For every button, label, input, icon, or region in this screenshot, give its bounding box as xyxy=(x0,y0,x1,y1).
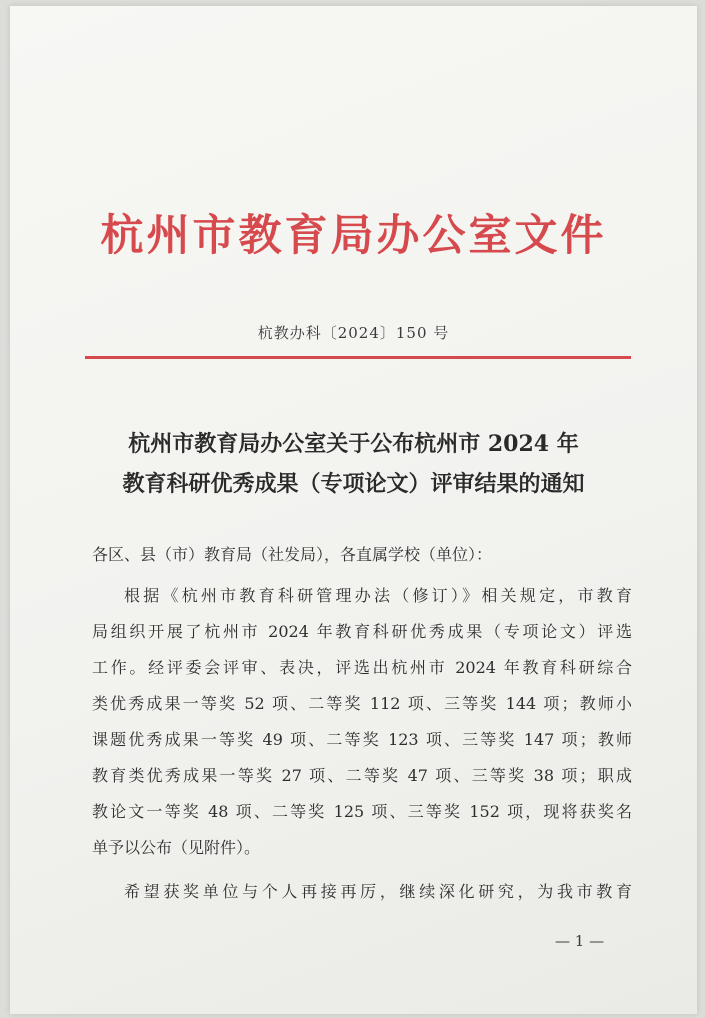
document-number: 杭教办科〔2024〕150 号 xyxy=(257,324,450,342)
body-line: 课题优秀成果一等奖 49 项、二等奖 123 项、三等奖 147 项；教师 xyxy=(92,730,632,749)
body-line: 局组织开展了杭州市 2024 年教育科研优秀成果（专项论文）评选 xyxy=(92,622,632,641)
body-line: 类优秀成果一等奖 52 项、二等奖 112 项、三等奖 144 项；教师小 xyxy=(92,694,632,713)
body-paragraph-2: 希望获奖单位与个人再接再厉，继续深化研究，为我市教育 xyxy=(124,882,632,901)
notice-title-line-2: 教育科研优秀成果（专项论文）评审结果的通知 xyxy=(122,471,585,497)
notice-title xyxy=(10,424,697,504)
salutation: 各区、县（市）教育局（社发局），各直属学校（单位）： xyxy=(92,545,493,564)
body-line: 教育类优秀成果一等奖 27 项、二等奖 47 项、三等奖 38 项；职成 xyxy=(92,766,632,785)
document-page xyxy=(10,6,697,1014)
page-number: — 1 — xyxy=(555,932,605,950)
body-line: 教论文一等奖 48 项、二等奖 125 项、三等奖 152 项，现将获奖名 xyxy=(92,802,632,821)
body-line: 根据《杭州市教育科研管理办法（修订）》相关规定，市教育 xyxy=(124,586,632,605)
body-paragraph-1 xyxy=(92,578,632,866)
body-line: 单予以公布（见附件）。 xyxy=(92,838,261,857)
document-header-title: 杭州市教育局办公室文件 xyxy=(100,211,607,261)
notice-title-line-1: 杭州市教育局办公室关于公布杭州市 2024 年 xyxy=(128,431,579,457)
body-line: 工作。经评委会评审、表决，评选出杭州市 2024 年教育科研综合 xyxy=(92,658,632,677)
red-divider-line xyxy=(85,356,631,359)
